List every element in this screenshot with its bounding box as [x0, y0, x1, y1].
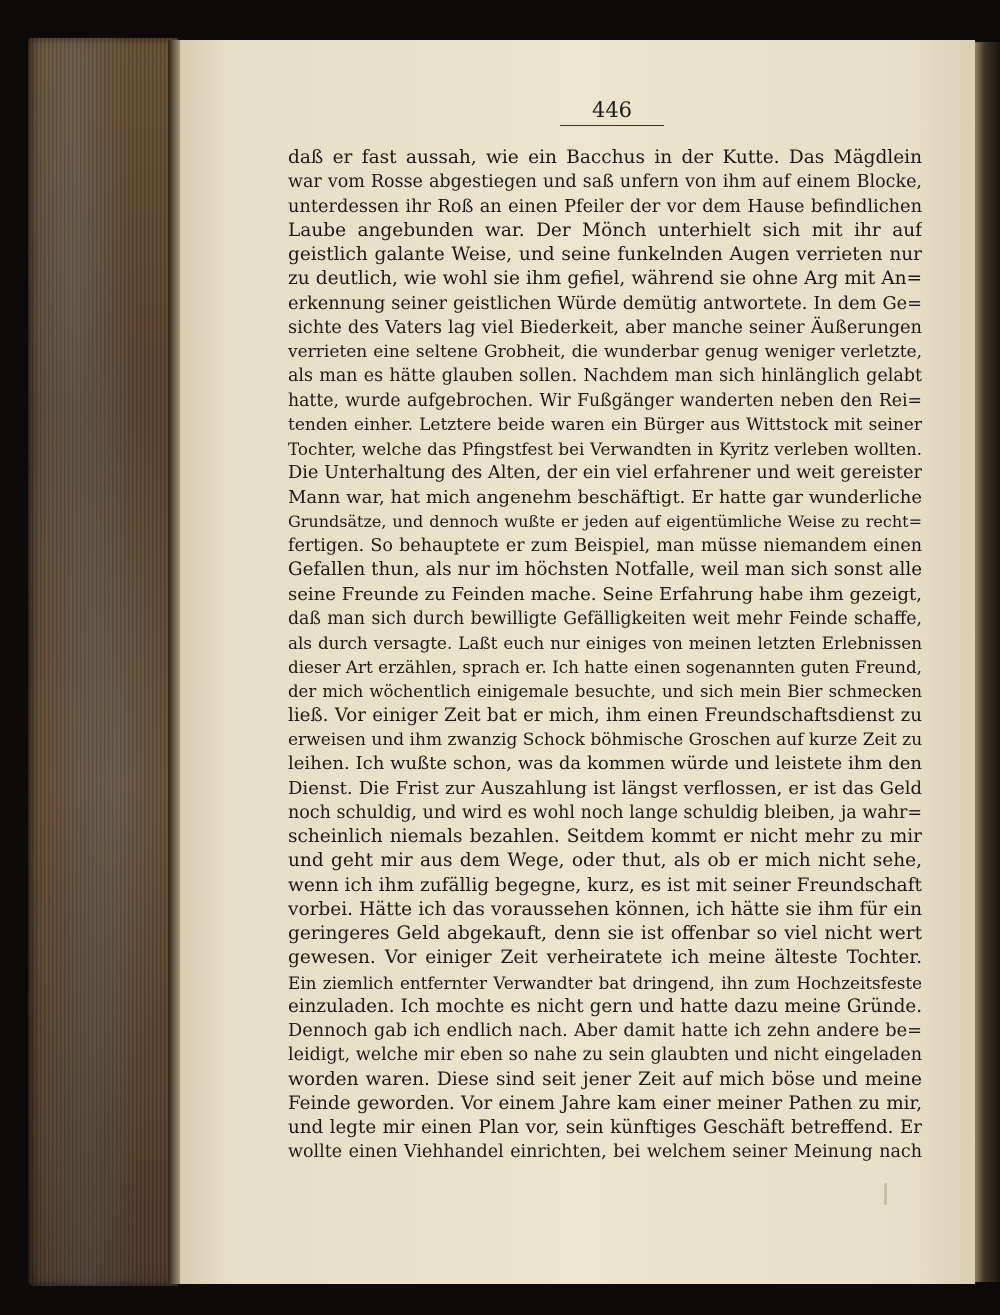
text-line: einzuladen. Ich mochte es nicht gern und hatte dazu meine Gründe. [288, 995, 922, 1017]
text-line: und legte mir einen Plan vor, sein künftiges Geschäft betreffend. Er [288, 1117, 922, 1138]
text-line: daß man sich durch bewilligte Gefälligkeiten weit mehr Feinde schaffe, [288, 608, 922, 629]
text-line: noch schuldig, und wird es wohl noch lange schuldig bleiben, ja wahr= [288, 802, 922, 823]
body-text [288, 146, 922, 1165]
text-line: geistlich galante Weise, und seine funkelnden Augen verrieten nur [288, 244, 922, 265]
page-number-rule [560, 125, 664, 126]
text-line: verrieten eine seltene Grobheit, die wunderbar genug weniger verletzte, [288, 342, 922, 362]
text-line: leihen. Ich wußte schon, was da kommen würde und leistete ihm den [288, 753, 922, 775]
text-line: vorbei. Hätte ich das voraussehen können, ich hätte sie ihm für ein [288, 898, 922, 920]
book-page-edges [28, 38, 178, 1286]
text-line: Dienst. Die Frist zur Auszahlung ist längst verflossen, er ist das Geld [288, 777, 922, 799]
text-line: Ein ziemlich entfernter Verwandter bat dringend, ihn zum Hochzeitsfeste [288, 972, 922, 993]
text-line: hatte, wurde aufgebrochen. Wir Fußgänger wanderten neben den Rei= [288, 390, 922, 411]
text-line: Dennoch gab ich endlich nach. Aber damit hatte ich zehn andere be= [288, 1021, 922, 1041]
text-line: als durch versagte. Laßt euch nur einiges von meinen letzten Erlebnissen [288, 633, 922, 653]
text-line: Gefallen thun, als nur im höchsten Notfalle, weil man sich sonst alle [288, 559, 922, 581]
page-right-edge [975, 42, 1000, 1282]
text-line: erkennung seiner geistlichen Würde demütig antwortete. In dem Ge= [288, 293, 922, 314]
text-line: seine Freunde zu Feinden mache. Seine Erfahrung habe ihm gezeigt, [288, 583, 922, 605]
text-line: sichte des Vaters lag viel Biederkeit, aber manche seiner Äußerungen [288, 317, 922, 338]
text-line: wollte einen Viehhandel einrichten, bei welchem seiner Meinung nach [288, 1142, 922, 1163]
page-number: 446 [591, 98, 633, 122]
text-line: als man es hätte glauben sollen. Nachdem man sich hinlänglich gelabt [288, 366, 922, 387]
text-line: Tochter, welche das Pfingstfest bei Verwandten in Kyritz verleben wollten. [288, 439, 922, 459]
text-line: zu deutlich, wie wohl sie ihm gefiel, während sie ohne Arg mit An= [288, 268, 922, 290]
text-line: scheinlich niemals bezahlen. Seitdem kommt er nicht mehr zu mir [288, 826, 922, 847]
text-line: ließ. Vor einiger Zeit bat er mich, ihm einen Freundschaftsdienst zu [288, 704, 922, 726]
text-line: Die Unterhaltung des Alten, der ein viel erfahrener und weit gereister [288, 463, 922, 484]
text-line: geringeres Geld abgekauft, denn sie ist offenbar so viel nicht wert [288, 923, 922, 944]
text-line: leidigt, welche mir eben so nahe zu sein glaubten und nicht eingeladen [288, 1045, 922, 1066]
text-line: erweisen und ihm zwanzig Schock böhmische Groschen auf kurze Zeit zu [288, 730, 922, 750]
text-line: Laube angebunden war. Der Mönch unterhielt sich mit ihr auf [288, 219, 922, 241]
text-line: wenn ich ihm zufällig begegne, kurz, es ist mit seiner Freundschaft [288, 874, 922, 896]
pencil-mark [884, 1183, 887, 1205]
text-line: und geht mir aus dem Wege, oder thut, als ob er mich nicht sehe, [288, 850, 922, 872]
text-line: dieser Art erzählen, sprach er. Ich hatte einen sogenannten guten Freund, [288, 657, 922, 678]
text-line: fertigen. So behauptete er zum Beispiel, man müsse niemandem einen [288, 536, 922, 556]
text-line: Grundsätze, und dennoch wußte er jeden auf eigentümliche Weise zu recht= [288, 511, 922, 531]
text-line: Feinde geworden. Vor einem Jahre kam einer meiner Pathen zu mir, [288, 1092, 922, 1114]
text-line: Mann war, hat mich angenehm beschäftigt. Er hatte gar wunderliche [288, 486, 922, 508]
text-line: der mich wöchentlich einigemale besuchte, und sich mein Bier schmecken [288, 681, 922, 701]
text-line: tenden einher. Letztere beide waren ein Bürger aus Wittstock mit seiner [288, 414, 922, 435]
text-line: worden waren. Diese sind seit jener Zeit auf mich böse und meine [288, 1068, 922, 1090]
text-line: war vom Rosse abgestiegen und saß unfern von ihm auf einem Blocke, [288, 172, 922, 193]
text-line: gewesen. Vor einiger Zeit verheiratete ich meine älteste Tochter. [288, 947, 922, 969]
text-line: daß er fast aussah, wie ein Bacchus in der Kutte. Das Mägdlein [288, 147, 922, 168]
text-line: unterdessen ihr Roß an einen Pfeiler der vor dem Hause befindlichen [288, 196, 922, 217]
